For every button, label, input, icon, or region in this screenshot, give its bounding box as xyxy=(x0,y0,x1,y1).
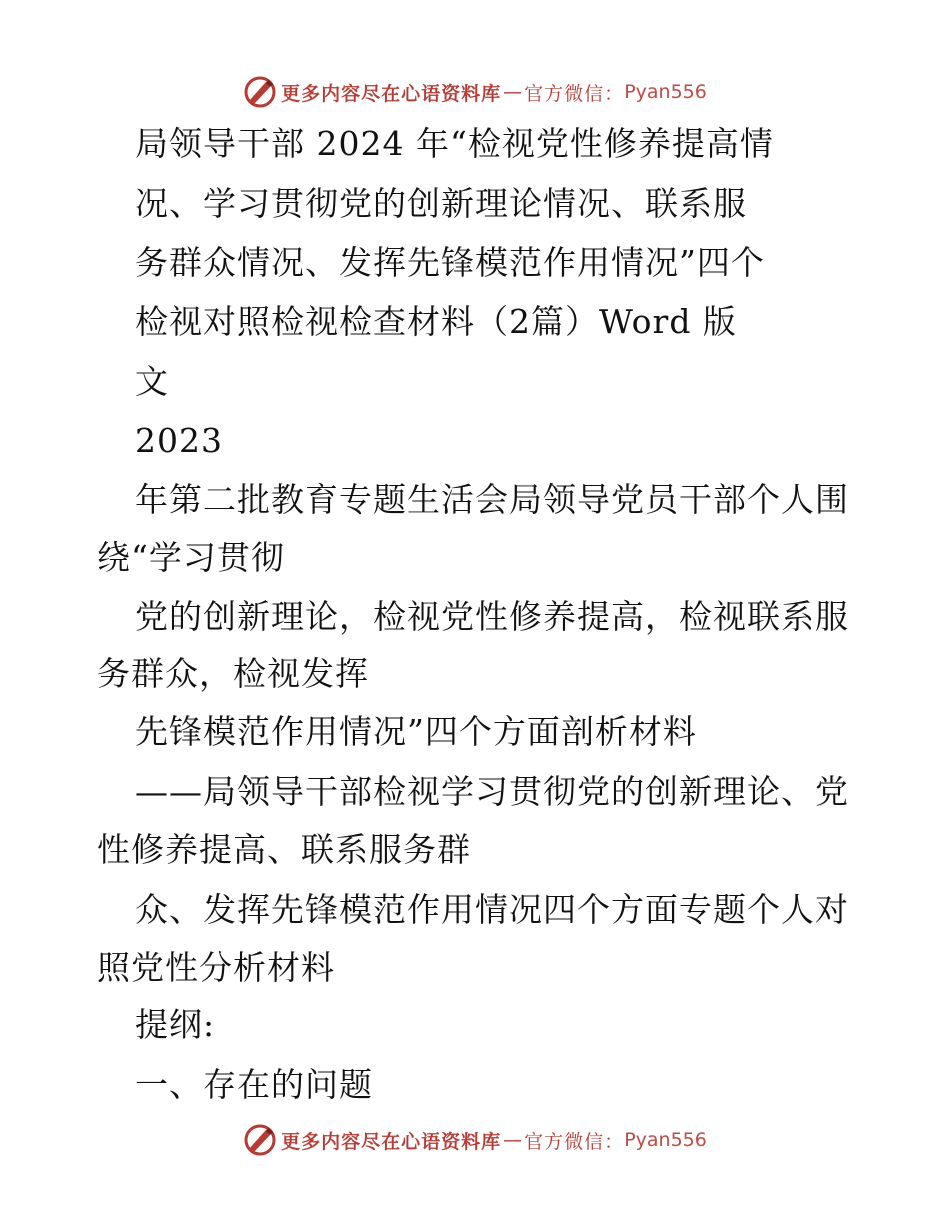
pen-circle-logo-icon xyxy=(243,1123,277,1157)
doc-line: 众、发挥先锋模范作用情况四个方面专题个人对 xyxy=(135,890,849,929)
doc-line: 先锋模范作用情况”四个方面剖析材料 xyxy=(135,712,697,751)
doc-line: 性修养提高、联系服务群 xyxy=(97,830,471,869)
doc-line: 提纲: xyxy=(135,1005,216,1044)
doc-line: 年第二批教育专题生活会局领导党员干部个人围 xyxy=(135,480,849,519)
doc-line: 2023 xyxy=(135,421,223,460)
watermark-wechat-id: Pyan556 xyxy=(624,1129,707,1151)
watermark-banner-bottom xyxy=(0,1120,950,1160)
doc-line: 务群众情况、发挥先锋模范作用情况”四个 xyxy=(135,243,765,282)
watermark-banner-top xyxy=(0,72,950,112)
doc-line: 文 xyxy=(135,362,169,401)
doc-line: 务群众，检视发挥 xyxy=(97,654,369,693)
watermark-dash: — xyxy=(503,1129,523,1151)
watermark-wechat-label: 官方微信： xyxy=(524,1130,625,1153)
doc-line: 检视对照检视检查材料（2篇）Word 版 xyxy=(135,302,737,341)
doc-line: 照党性分析材料 xyxy=(97,948,335,987)
doc-line: 况、学习贯彻党的创新理论情况、联系服 xyxy=(135,184,747,223)
watermark-site-text: 更多内容尽在心语资料库 xyxy=(281,1130,502,1153)
pen-circle-logo-icon xyxy=(243,75,277,109)
doc-line: 党的创新理论，检视党性修养提高，检视联系服 xyxy=(135,597,849,636)
watermark-wechat-label: 官方微信： xyxy=(524,82,625,105)
watermark-site-text: 更多内容尽在心语资料库 xyxy=(281,82,502,105)
doc-line: 局领导干部 2024 年“检视党性修养提高情 xyxy=(135,124,774,163)
watermark-dash: — xyxy=(503,81,523,103)
doc-line: 一、存在的问题 xyxy=(135,1065,373,1104)
doc-line: 绕“学习贯彻 xyxy=(97,538,285,577)
watermark-wechat-id: Pyan556 xyxy=(624,81,707,103)
doc-line: ——局领导干部检视学习贯彻党的创新理论、党 xyxy=(135,772,849,811)
